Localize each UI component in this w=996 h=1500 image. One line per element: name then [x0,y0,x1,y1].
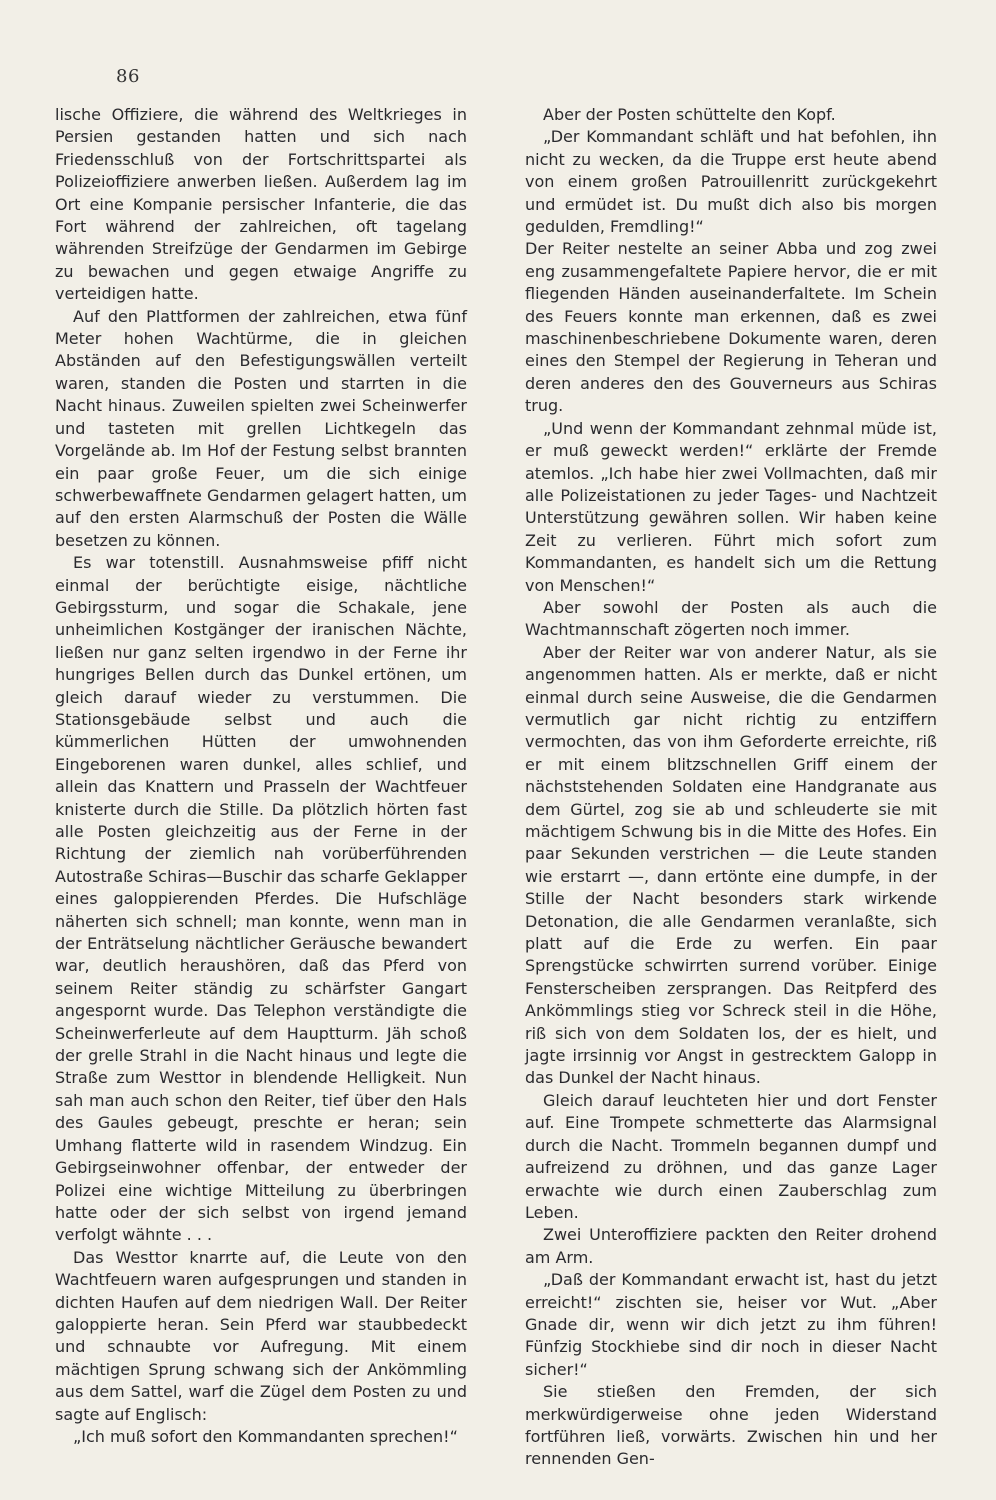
paragraph: Aber der Reiter war von anderer Natur, als sie angenommen hatten. Als er merkte, daß er nicht einmal durch seine Ausweise, die die Gendarmen vermutlich gar nicht richtig zu entziffern vermochten, das von ihm Geforderte erreichte, riß er mit einem blitzschnellen Griff einem der nächststehenden Soldaten eine Handgranate aus dem Gürtel, zog sie ab und schleuderte sie mit mächtigem Schwung bis in die Mitte des Hofes. Ein paar Sekunden verstrichen — die Leute standen wie erstarrt —, dann ertönte eine dumpfe, in der Stille der Nacht besonders stark wirkende Detonation, die alle Gendarmen veranlaßte, sich platt auf die Erde zu werfen. Ein paar Sprengstücke schwirrten surrend vorüber. Einige Fensterscheiben zersprangen. Das Reitpferd des Ankömmlings stieg vor Schreck steil in die Höhe, riß sich von dem Soldaten los, der es hielt, und jagte irrsinnig vor Angst in gestrecktem Galopp in das Dunkel der Nacht hinaus. [525,642,937,1088]
paragraph: „Ich muß sofort den Kommandanten sprechen!“ [73,1426,458,1446]
paragraph: Aber der Posten schüttelte den Kopf. [543,105,836,124]
paragraph: Auf den Plattformen der zahlreichen, etwa fünf Meter hohen Wachtürme, die in gleichen Abständen auf den Befestigungswällen verteilt waren, standen die Posten und starrten in die Nacht hinaus. Zuweilen spielten zwei Scheinwerfer und tasteten mit grellen Lichtkegeln das Vorgelände ab. Im Hof der Festung selbst brannten ein paar große Feuer, um die sich einige schwerbewaffnete Gendarmen gelagert hatten, um auf den ersten Alarmschuß der Posten die Wälle besetzen zu können. [55,306,467,550]
paragraph: lische Offiziere, die während des Weltkrieges in Persien gestanden hatten und sich nach Friedensschluß von der Fortschrittspartei als Polizeioffiziere anwerben ließen. Außerdem lag im Ort eine Kompanie persischer Infanterie, die das Fort während der zahlreichen, oft tagelang währenden Streifzüge der Gendarmen im Gebirge zu bewachen und gegen etwaige Angriffe zu verteidigen hatte. [55,105,467,304]
left-column [55,104,467,1448]
paragraph: „Daß der Kommandant erwacht ist, hast du jetzt erreicht!“ zischten sie, heiser vor Wut. „Aber Gnade dir, wenn wir dich jetzt zu ihm führen! Fünfzig Stockhiebe sind dir noch in dieser Nacht sicher!“ [525,1270,937,1379]
right-column [525,104,937,1471]
paragraph: Der Reiter nestelte an seiner Abba und zog zwei eng zusammengefaltete Papiere hervor, die er mit fliegenden Händen auseinanderfaltete. Im Schein des Feuers konnte man erkennen, daß es zwei maschinenbeschriebene Dokumente waren, deren eines den Stempel der Regierung in Teheran und deren anderes den des Gouverneurs aus Schiras trug. [525,239,937,416]
paragraph: Es war totenstill. Ausnahmsweise pfiff nicht einmal der berüchtigte eisige, nächtliche Gebirgssturm, und sogar die Schakale, jene unheimlichen Kostgänger der iranischen Nächte, ließen nur ganz selten irgendwo in der Ferne ihr hungriges Bellen durch das Dunkel ertönen, um gleich darauf wieder zu verstummen. Die Stationsgebäude selbst und auch die kümmerlichen Hütten der umwohnenden Eingeborenen waren dunkel, alles schlief, und allein das Knattern und Prasseln der Wachtfeuer knisterte durch die Stille. Da plötzlich hörten fast alle Posten gleichzeitig aus der Ferne in der Richtung der ziemlich nah vorüberführenden Autostraße Schiras—Buschir das scharfe Geklapper eines galoppierenden Pferdes. Die Hufschläge näherten sich schnell; man konnte, wenn man in der Enträtselung nächtlicher Geräusche bewandert war, deutlich heraushören, daß das Pferd von seinem Reiter ständig zu schärfster Gangart angespornt wurde. Das Telephon verständigte die Scheinwerferleute auf dem Hauptturm. Jäh schoß der grelle Strahl in die Nacht hinaus und legte die Straße zum Westtor in blendende Helligkeit. Nun sah man auch schon den Reiter, tief über den Hals des Gaules gebeugt, preschte er heran; sein Umhang flatterte wild in rasendem Windzug. Ein Gebirgseinwohner offenbar, der entweder der Polizei eine wichtige Mitteilung zu überbringen hatte oder der sich selbst von irgend jemand verfolgt wähnte . . . [55,553,467,1245]
paragraph: Gleich darauf leuchteten hier und dort Fenster auf. Eine Trompete schmetterte das Alarmsignal durch die Nacht. Trommeln begannen dumpf und aufreizend zu dröhnen, und das ganze Lager erwachte wie durch einen Zauberschlag zum Leben. [525,1090,937,1222]
paragraph: Das Westtor knarrte auf, die Leute von den Wachtfeuern waren aufgesprungen und standen in dichten Haufen auf dem niedrigen Wall. Der Reiter galoppierte heran. Sein Pferd war staubbedeckt und schnaubte vor Aufregung. Mit einem mächtigen Sprung schwang sich der Ankömmling aus dem Sattel, warf die Zügel dem Posten zu und sagte auf Englisch: [55,1247,467,1424]
paragraph: „Der Kommandant schläft und hat befohlen, ihn nicht zu wecken, da die Truppe erst heute abend von einem großen Patrouillenritt zurückgekehrt und ermüdet ist. Du mußt dich also bis morgen gedulden, Fremdling!“ [525,127,937,237]
page-number: 86 [116,66,140,87]
paragraph: „Und wenn der Kommandant zehnmal müde ist, er muß geweckt werden!“ erklärte der Fremde atemlos. „Ich habe hier zwei Vollmachten, daß mir alle Polizeistationen zu jeder Tages- und Nachtzeit Unterstützung gewähren sollen. Wir haben keine Zeit zu verlieren. Führt mich sofort zum Kommandanten, es handelt sich um die Rettung von Menschen!“ [525,418,937,595]
paragraph: Sie stießen den Fremden, der sich merkwürdigerweise ohne jeden Widerstand fortführen ließ, vorwärts. Zwischen hin und her rennenden Gen- [525,1382,937,1469]
paragraph: Aber sowohl der Posten als auch die Wachtmannschaft zögerten noch immer. [525,597,937,640]
paragraph: Zwei Unteroffiziere packten den Reiter drohend am Arm. [525,1225,937,1267]
